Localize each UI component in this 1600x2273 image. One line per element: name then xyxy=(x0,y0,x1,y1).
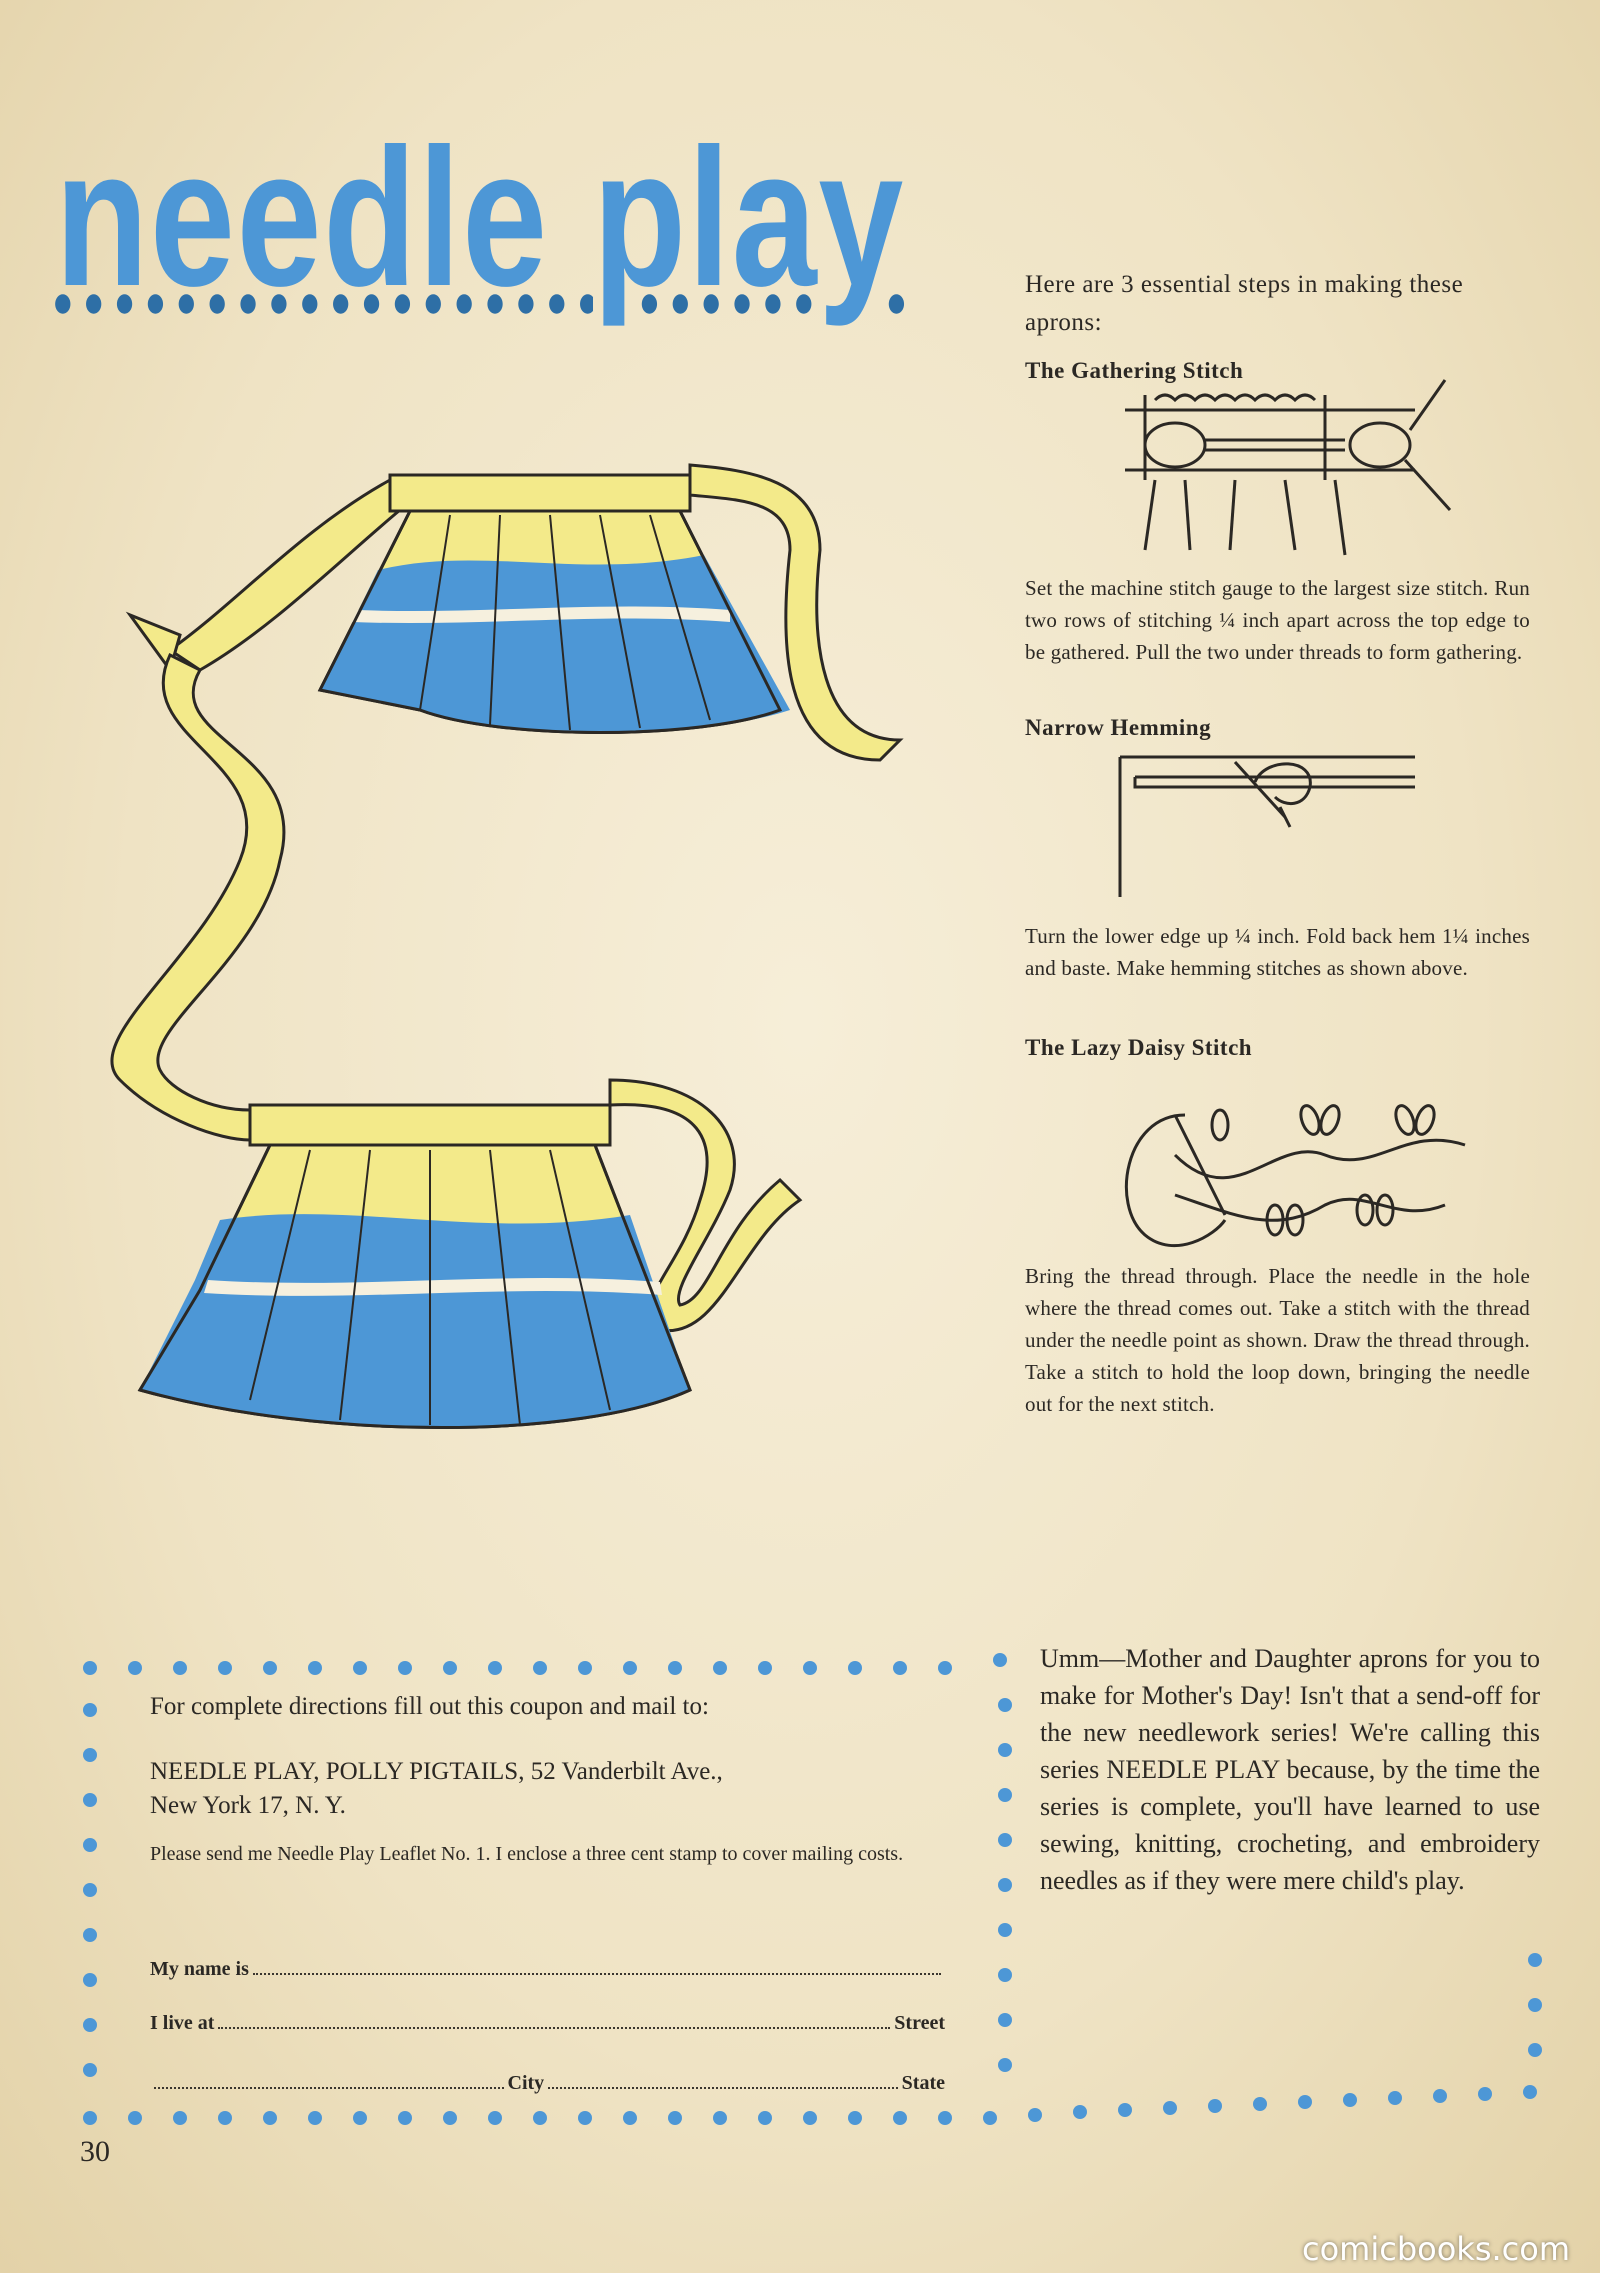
coupon-request: Please send me Needle Play Leaflet No. 1. I enclose a three cent stamp to cover mailing costs. xyxy=(150,1843,904,1865)
coupon-address-line1: NEEDLE PLAY, POLLY PIGTAILS, 52 Vanderbilt Ave., xyxy=(150,1758,723,1785)
coupon-street-field[interactable] xyxy=(150,2012,945,2035)
street-label: Street xyxy=(894,2012,945,2034)
step-text-gathering: Set the machine stitch gauge to the largest size stitch. Run two rows of stitching ¼ inch apart across the top edge to be gathered. Pull the two under threads to form gathering. xyxy=(1025,576,1530,664)
step-title-gathering: The Gathering Stitch xyxy=(1025,358,1244,383)
address-label: I live at xyxy=(150,2012,215,2034)
page-title: needle play xyxy=(55,108,905,327)
promo-text: Umm—Mother and Daughter aprons for you to make for Mother's Day! Isn't that a send-off for the new needlework series! We're calling this series NEEDLE PLAY because, by the time the series is complete, you'll have learned to use sewing, knitting, crocheting, and embroidery needles as if they were mere child's play. xyxy=(1040,1644,1540,1895)
state-blank[interactable] xyxy=(548,2086,898,2089)
watermark: comicbooks.com xyxy=(1301,2230,1570,2268)
coupon-city-state-field[interactable] xyxy=(150,2072,945,2095)
coupon-instruction: For complete directions fill out this coupon and mail to: xyxy=(150,1693,709,1720)
street-blank[interactable] xyxy=(218,2026,890,2029)
name-label: My name is xyxy=(150,1958,249,1980)
coupon-name-field[interactable] xyxy=(150,1958,945,1981)
coupon-address-line2: New York 17, N. Y. xyxy=(150,1792,346,1819)
page-number: 30 xyxy=(80,2135,110,2168)
step-title-lazy-daisy: The Lazy Daisy Stitch xyxy=(1025,1035,1253,1060)
name-blank[interactable] xyxy=(253,1972,941,1975)
city-label: City xyxy=(507,2072,545,2094)
intro-text: Here are 3 essential steps in making these aprons: xyxy=(1025,271,1464,336)
state-label: State xyxy=(901,2072,945,2094)
city-blank[interactable] xyxy=(154,2086,504,2089)
step-title-hemming: Narrow Hemming xyxy=(1025,715,1212,740)
step-text-hemming: Turn the lower edge up ¼ inch. Fold back hem 1¼ inches and baste. Make hemming stitches as shown above. xyxy=(1025,924,1530,980)
step-text-lazy-daisy: Bring the thread through. Place the needle in the hole where the thread comes out. Take a stitch with the thread under the needle point as shown. Draw the thread through. Take a stitch to hold the loop down, bringing the needle out for the next stitch. xyxy=(1025,1264,1530,1416)
